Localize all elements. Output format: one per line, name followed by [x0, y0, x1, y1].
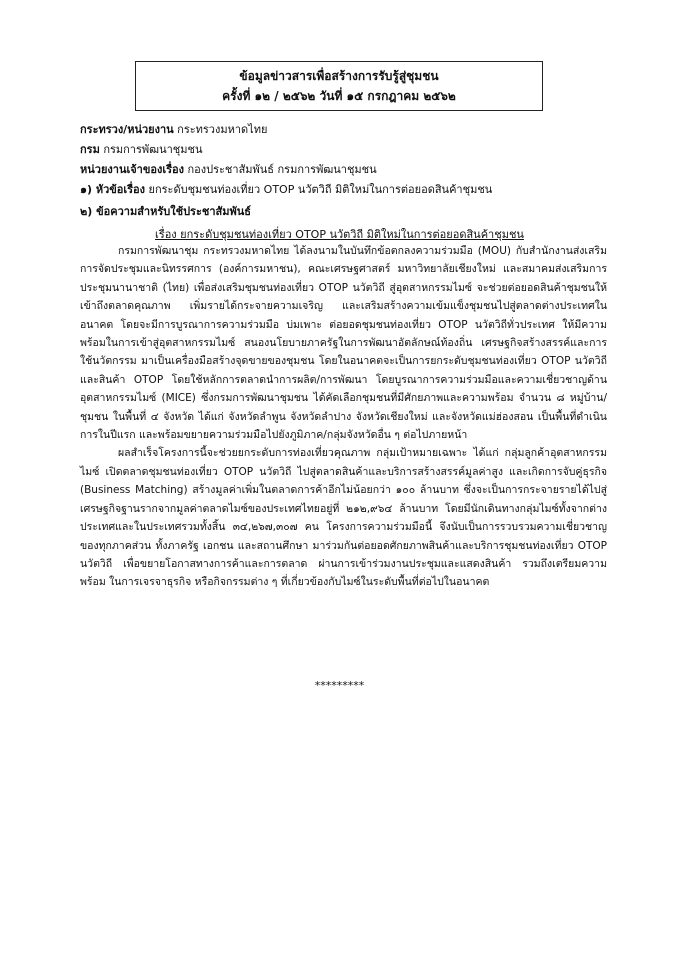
header-issue-date: ครั้งที่ ๑๒ / ๒๕๖๒ วันที่ ๑๕ กรกฎาคม ๒๕๖๒ — [222, 89, 456, 103]
pr-label: ๒) ข้อความสำหรับใช้ประชาสัมพันธ์ — [80, 205, 251, 218]
article-subtitle: เรื่อง ยกระดับชุมชนท่องเที่ยว OTOP นวัตวิถี มิติใหม่ในการต่อยอดสินค้าชุมชน — [155, 228, 524, 241]
paragraph: กรมการพัฒนาชุม กระทรวงมหาดไทย ได้ลงนามในบันทึกข้อตกลงความร่วมมือ (MOU) กับสำนักงานส่งเสริมการจัดประชุมและนิทรรศการ (องค์การมหาชน), คณะเศรษฐศาสตร์ มหาวิทยาลัยเชียงใหม่ และสมาคมส่งเสริมการประชุมนานาชาติ (ไทย) เพื่อส่งเสริมชุมชนท่องเที่ยว OTOP นวัตวิถี สู่อุตสาหกรรมไมซ์ จะช่วยต่อยอดสินค้าชุมชนให้เข้าถึงตลาดคุณภาพ เพิ่มรายได้กระจายความเจริญ และเสริมสร้างความเข้มแข็งชุมชนไปสู่ตลาดต่างประเทศในอนาคต โดยจะมีการบูรณาการความร่วมมือ บ่มเพาะ ต่อยอดชุมชนท่องเที่ยว OTOP นวัตวิถีทั่วประเทศ ให้มีความพร้อมในการเข้าสู่อุตสาหกรรมไมซ์ สนองนโยบายภาครัฐในการพัฒนาอัตลักษณ์ท้องถิ่น เศรษฐกิจสร้างสรรค์และการใช้นวัตกรรม มาเป็นเครื่องมือสร้างจุดขายของชุมชน โดยในอนาคตจะเป็นการยกระดับชุมชนท่องเที่ยว OTOP นวัตวิถี และสินค้า OTOP โดยใช้หลักการตลาดนำการผลิต/การพัฒนา โดยบูรณาการความร่วมมือและความเชี่ยวชาญด้านอุตสาหกรรมไมซ์ (MICE) ซึ่งกรมการพัฒนาชุมชน ได้คัดเลือกชุมชนที่มีศักยภาพและความพร้อม จำนวน ๘ หมู่บ้าน/ชุมชน ในพื้นที่ ๔ จังหวัด ได้แก่ จังหวัดลำพูน จังหวัดลำปาง จังหวัดเชียงใหม่ และจังหวัดแม่ฮ่องสอน เป็นพื้นที่ดำเนินการในปีแรก และพร้อมขยายความร่วมมือไปยังภูมิภาค/กลุ่มจังหวัดอื่น ๆ ต่อไปภายหน้า — [80, 245, 607, 442]
department-value: กรมการพัฒนาชุมชน — [103, 143, 203, 156]
paragraph: ผลสำเร็จโครงการนี้จะช่วยยกระดับการท่องเที่ยวคุณภาพ กลุ่มเป้าหมายเฉพาะ ได้แก่ กลุ่มลูกค้าอุตสาหกรรมไมซ์ เปิดตลาดชุมชนท่องเที่ยว OTOP นวัตวิถี ไปสู่ตลาดสินค้าและบริการสร้างสรรค์มูลค่าสูง และเกิดการจับคู่ธุรกิจ (Business Matching) สร้างมูลค่าเพิ่มในตลาดการค้าอีกไม่น้อยกว่า ๑๐๐ ล้านบาท ซึ่งจะเป็นการกระจายรายได้ไปสู่เศรษฐกิจฐานรากจากมูลค่าตลาดไมซ์ของประเทศไทยอยู่ที่ ๒๑๒,๙๖๔ ล้านบาท โดยมีนักเดินทางกลุ่มไมซ์ทั้งจากต่างประเทศและในประเทศรวมทั้งสิ้น ๓๔,๒๖๗,๓๐๗ คน โครงการความร่วมมือนี้ จึงนับเป็นการรวบรวมความเชี่ยวชาญของทุกภาคส่วน ทั้งภาครัฐ เอกชน และสถานศึกษา มาร่วมกันต่อยอดศักยภาพสินค้าและบริการชุมชนท่องเที่ยว OTOP นวัตวิถี เพื่อขยายโอกาสทางการค้าและการตลาด ผ่านการเข้าร่วมงานประชุมและแสดงสินค้า รวมถึงเตรียมความพร้อม ในการเจรจาธุรกิจ หรือกิจกรรมต่าง ๆ ที่เกี่ยวข้องกับไมซ์ในระดับพื้นที่ต่อไปในอนาคต — [80, 447, 607, 589]
department-label: กรม — [80, 143, 100, 156]
meta-topic — [80, 181, 492, 199]
meta-department — [80, 141, 202, 159]
owner-label: หน่วยงานเจ้าของเรื่อง — [80, 163, 184, 176]
owner-value: กองประชาสัมพันธ์ กรมการพัฒนาชุมชน — [187, 163, 377, 176]
end-mark: ********* — [314, 679, 365, 692]
header-title: ข้อมูลข่าวสารเพื่อสร้างการรับรู้สู่ชุมชน — [239, 69, 439, 83]
topic-label: ๑) หัวข้อเรื่อง — [80, 183, 146, 196]
meta-owner — [80, 161, 377, 179]
ministry-label: กระทรวง/หน่วยงาน — [80, 123, 174, 136]
ministry-value: กระทรวงมหาดไทย — [177, 123, 268, 136]
topic-value: ยกระดับชุมชนท่องเที่ยว OTOP นวัตวิถี มิติใหม่ในการต่อยอดสินค้าชุมชน — [148, 183, 493, 196]
meta-ministry — [80, 121, 267, 139]
article-body — [80, 242, 607, 592]
header-box — [135, 61, 543, 111]
meta-pr-heading — [80, 203, 251, 221]
